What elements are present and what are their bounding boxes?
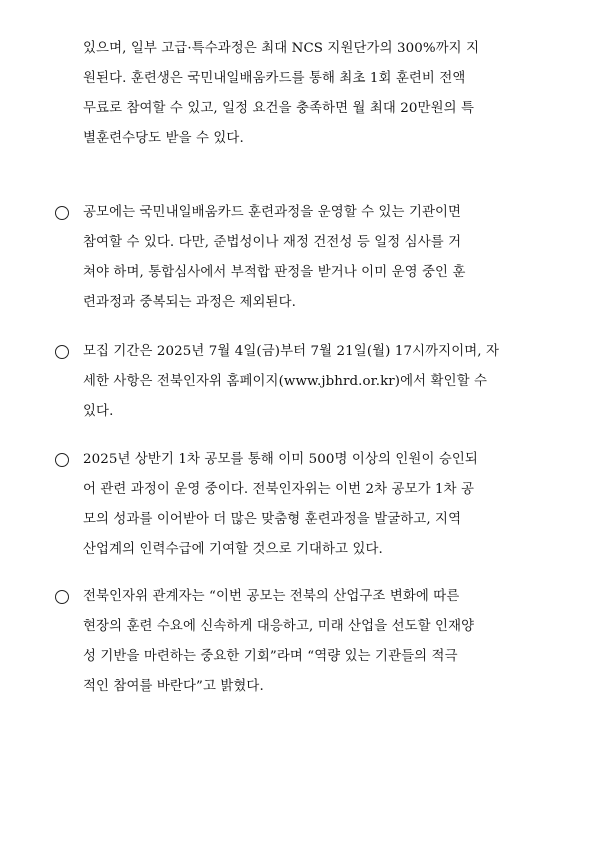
circle-bullet-icon — [55, 345, 69, 359]
circle-bullet-icon — [55, 206, 69, 220]
paragraph-line: 있으며, 일부 고급·특수과정은 최대 NCS 지원단가의 300%까지 지 — [83, 41, 480, 56]
paragraph-line: 공모에는 국민내일배움카드 훈련과정을 운영할 수 있는 기관이면 — [83, 205, 462, 220]
paragraph-line: 원된다. 훈련생은 국민내일배움카드를 통해 최초 1회 훈련비 전액 — [83, 71, 466, 86]
paragraph-line: 있다. — [83, 404, 114, 419]
paragraph-line: 전북인자위 관계자는 “이번 공모는 전북의 산업구조 변화에 따른 — [83, 589, 460, 604]
paragraph-line: 련과정과 중복되는 과정은 제외된다. — [83, 295, 296, 310]
paragraph-line: 쳐야 하며, 통합심사에서 부적합 판정을 받거나 이미 운영 중인 훈 — [83, 265, 466, 280]
paragraph-line: 어 관련 과정이 운영 중이다. 전북인자위는 이번 2차 공모가 1차 공 — [83, 482, 475, 497]
circle-bullet-icon — [55, 590, 69, 604]
paragraph-line: 현장의 훈련 수요에 신속하게 대응하고, 미래 산업을 선도할 인재양 — [83, 619, 475, 634]
paragraph-line: 별훈련수당도 받을 수 있다. — [83, 131, 244, 146]
paragraph-line: 모의 성과를 이어받아 더 많은 맞춤형 훈련과정을 발굴하고, 지역 — [83, 512, 462, 527]
paragraph-line: 무료로 참여할 수 있고, 일정 요건을 충족하면 월 최대 20만원의 특 — [83, 101, 475, 116]
paragraph-line: 산업계의 인력수급에 기여할 것으로 기대하고 있다. — [83, 542, 383, 557]
paragraph-line: 적인 참여를 바란다”고 밝혔다. — [83, 679, 264, 694]
paragraph-line: 2025년 상반기 1차 공모를 통해 이미 500명 이상의 인원이 승인되 — [83, 452, 478, 467]
paragraph-line: 세한 사항은 전북인자위 홈페이지(www.jbhrd.or.kr)에서 확인할 수 — [83, 374, 488, 389]
paragraph-line: 참여할 수 있다. 다만, 준법성이나 재정 건전성 등 일정 심사를 거 — [83, 235, 462, 250]
circle-bullet-icon — [55, 453, 69, 467]
paragraph-line: 모집 기간은 2025년 7월 4일(금)부터 7월 21일(월) 17시까지이며, 자 — [83, 344, 500, 359]
paragraph-line: 성 기반을 마련하는 중요한 기회”라며 “역량 있는 기관들의 적극 — [83, 649, 458, 664]
